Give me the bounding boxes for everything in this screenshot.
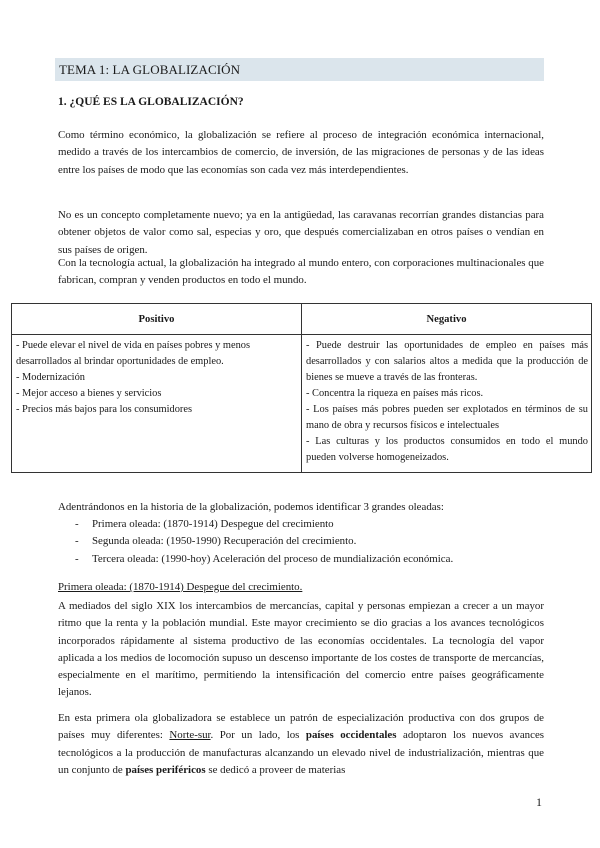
paragraph-first-wave: A mediados del siglo XIX los intercambios de mercancías, capital y personas empiezan a crecer a un mayor ritmo que la renta y la población mundial. Este mayor crecimiento se dio gracias a los avances tecnológicos incorporados rápidamente al sistema productivo de las economías occidentales. La tecnología del vapor aplicada a los medios de locomoción supuso un descenso importante de los costes de transporte de mercancías, especialmente en el marítimo, permitiendo la intensificación del comercio entre países geográficamente lejanos.	[58, 600, 544, 699]
topic-title-bar	[55, 58, 544, 81]
comparison-table	[11, 303, 592, 473]
list-item: - Segunda oleada: (1950-1990) Recuperación del crecimiento.	[75, 533, 453, 550]
text-run: . Por un lado, los	[210, 729, 306, 742]
paragraph-specialization	[58, 710, 544, 779]
negative-item: - Puede destruir las oportunidades de empleo en países más desarrollados y con salarios altos a medida que la producción de bienes se mueve a través de las fronteras.	[306, 340, 588, 383]
header-positive: Positivo	[12, 304, 302, 335]
text-run: adoptaron los nuevos avances tecnológicos a la producción de manufacturas alcanzando un elevado nivel de industrialización, mientras que un conjunto de	[58, 729, 545, 776]
paragraph-technology: Con la tecnología actual, la globalización ha integrado al mundo entero, con corporaciones multinacionales que fabrican, compran y venden productos en todo el mundo.	[58, 257, 544, 287]
header-negative: Negativo	[302, 304, 592, 335]
page-number: 1	[536, 795, 542, 809]
positive-cell	[12, 335, 302, 473]
positive-item: - Precios más bajos para los consumidores	[16, 404, 193, 415]
positive-item: - Puede elevar el nivel de vida en países pobres y menos desarrollados al brindar oportunidades de empleo.	[16, 340, 251, 367]
section-heading: 1. ¿QUÉ ES LA GLOBALIZACIÓN?	[58, 96, 244, 108]
negative-item: - Los países más pobres pueden ser explotados en términos de su mano de obra y recursos físicos e intelectuales	[306, 404, 588, 431]
negative-item: - Concentra la riqueza en países más ricos.	[306, 388, 484, 399]
negative-item: - Las culturas y los productos consumidos en todo el mundo pueden volverse homogeneizados.	[306, 436, 588, 463]
perifericos-term: países periféricos	[125, 763, 206, 776]
table-header-row	[12, 304, 592, 335]
norte-sur-term: Norte-sur	[169, 729, 211, 742]
occidentales-term: países occidentales	[305, 729, 397, 742]
text-run: se dedicó a proveer de materias	[205, 763, 346, 776]
paragraph-history: No es un concepto completamente nuevo; ya en la antigüedad, las caravanas recorrían grandes distancias para obtener objetos de valor como sal, especias y oro, que después comercializaban en otros países o vendían en sus países de origen.	[58, 209, 544, 256]
table-row	[12, 335, 592, 473]
text-run: En esta primera ola globalizadora se establece un patrón de especialización productiva con dos grupos de países muy diferentes:	[58, 712, 544, 742]
waves-list	[75, 516, 453, 568]
first-wave-subheading: Primera oleada: (1870-1914) Despegue del crecimiento.	[58, 581, 303, 593]
list-item: - Primera oleada: (1870-1914) Despegue del crecimiento	[75, 516, 453, 533]
waves-intro: Adentrándonos en la historia de la globalización, podemos identificar 3 grandes oleadas:	[58, 501, 444, 513]
list-item: - Tercera oleada: (1990-hoy) Aceleración del proceso de mundialización económica.	[75, 551, 453, 568]
positive-item: - Modernización	[16, 372, 85, 383]
negative-cell	[302, 335, 592, 473]
paragraph-definition: Como término económico, la globalización se refiere al proceso de integración económica internacional, medido a través de los intercambios de comercio, de inversión, de las migraciones de personas y de las ideas entre los países de modo que las economías son cada vez más interdependientes.	[58, 129, 544, 176]
topic-title: TEMA 1: LA GLOBALIZACIÓN	[59, 62, 241, 77]
positive-item: - Mejor acceso a bienes y servicios	[16, 388, 162, 399]
